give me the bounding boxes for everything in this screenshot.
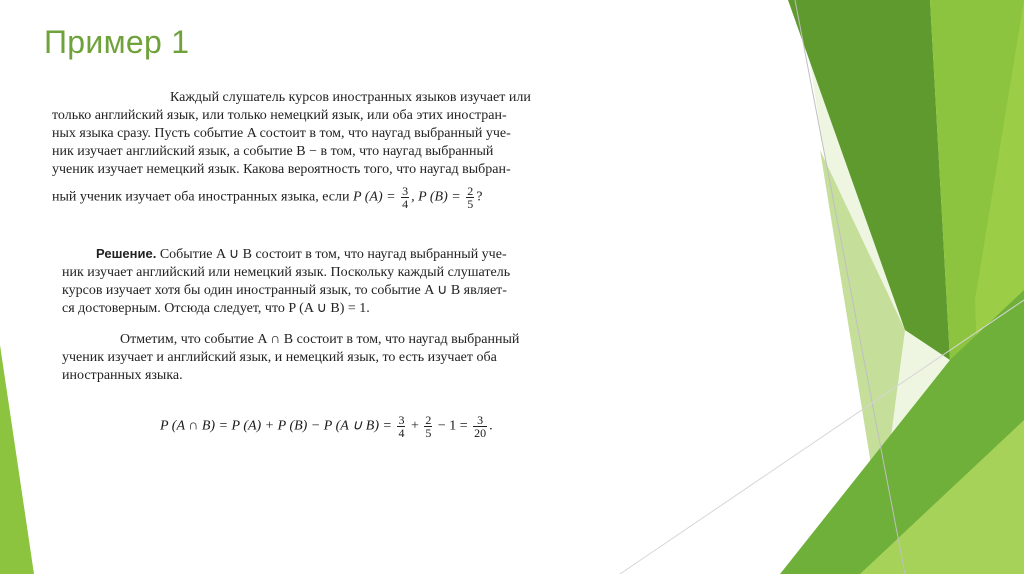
problem-line: ных языка сразу. Пусть событие A состоит в том, что наугад выбранный уче- xyxy=(52,126,511,141)
note-line: иностранных языка. xyxy=(62,368,183,383)
formula-minus-one: − 1 = xyxy=(437,418,468,434)
note-line: Отметим, что событие A ∩ B состоит в том, что наугад выбранный xyxy=(120,332,520,347)
note-text xyxy=(62,331,519,385)
fraction-three-quarters xyxy=(397,414,405,439)
solution-heading: Решение. xyxy=(96,246,157,261)
fraction-pb xyxy=(466,185,474,210)
fraction-denominator: 4 xyxy=(402,197,409,211)
problem-line: ник изучает английский язык, а событие B − в том, что наугад выбранный xyxy=(52,144,494,159)
fraction-numerator: 3 xyxy=(402,184,409,198)
fraction-denominator: 5 xyxy=(425,426,432,440)
fraction-denominator: 4 xyxy=(398,426,405,440)
formula-period: . xyxy=(489,418,493,434)
note-line: ученик изучает и английский язык, и немецкий язык, то есть изучает оба xyxy=(62,350,497,365)
probability-formula xyxy=(160,414,493,439)
fraction-two-fifths xyxy=(424,414,432,439)
solution-line-rest: Событие A ∪ B состоит в том, что наугад выбранный уче- xyxy=(159,247,507,262)
fraction-numerator: 3 xyxy=(398,413,405,427)
left-green-strip xyxy=(0,345,34,574)
fraction-denominator: 5 xyxy=(467,197,474,211)
slide-title: Пример 1 xyxy=(44,24,190,60)
solution-line: ник изучает английский или немецкий язык. Поскольку каждый слушатель xyxy=(62,265,511,280)
fraction-numerator: 2 xyxy=(467,184,474,198)
pb-label: , P (B) = xyxy=(411,189,461,205)
problem-line: ученик изучает немецкий язык. Какова вероятность того, что наугад выбран- xyxy=(52,162,511,177)
solution-line: ся достоверным. Отсюда следует, что P (A ∪ B) = 1. xyxy=(62,301,370,316)
solution-line: курсов изучает хотя бы один иностранный язык, то событие A ∪ B являет- xyxy=(62,283,507,298)
formula-plus: + xyxy=(410,418,419,434)
fraction-denominator: 20 xyxy=(474,426,487,440)
question-mark: ? xyxy=(476,189,483,205)
problem-text xyxy=(52,89,531,210)
problem-line: только английский язык, или только немецкий язык, или оба этих иностран- xyxy=(52,108,507,123)
fraction-numerator: 2 xyxy=(425,413,432,427)
solution-line xyxy=(62,245,510,264)
solution-text xyxy=(62,245,510,318)
formula-lhs: P (A ∩ B) = P (A) + P (B) − P (A ∪ B) = xyxy=(160,418,392,434)
problem-last-text: ный ученик изучает оба иностранных языка, если xyxy=(52,189,350,205)
fraction-result xyxy=(473,414,487,439)
fraction-pa xyxy=(401,185,409,210)
problem-line-last xyxy=(52,185,531,210)
fraction-numerator: 3 xyxy=(473,414,487,427)
pa-label: P (A) = xyxy=(352,189,396,205)
problem-line: Каждый слушатель курсов иностранных языков изучает или xyxy=(170,90,531,105)
